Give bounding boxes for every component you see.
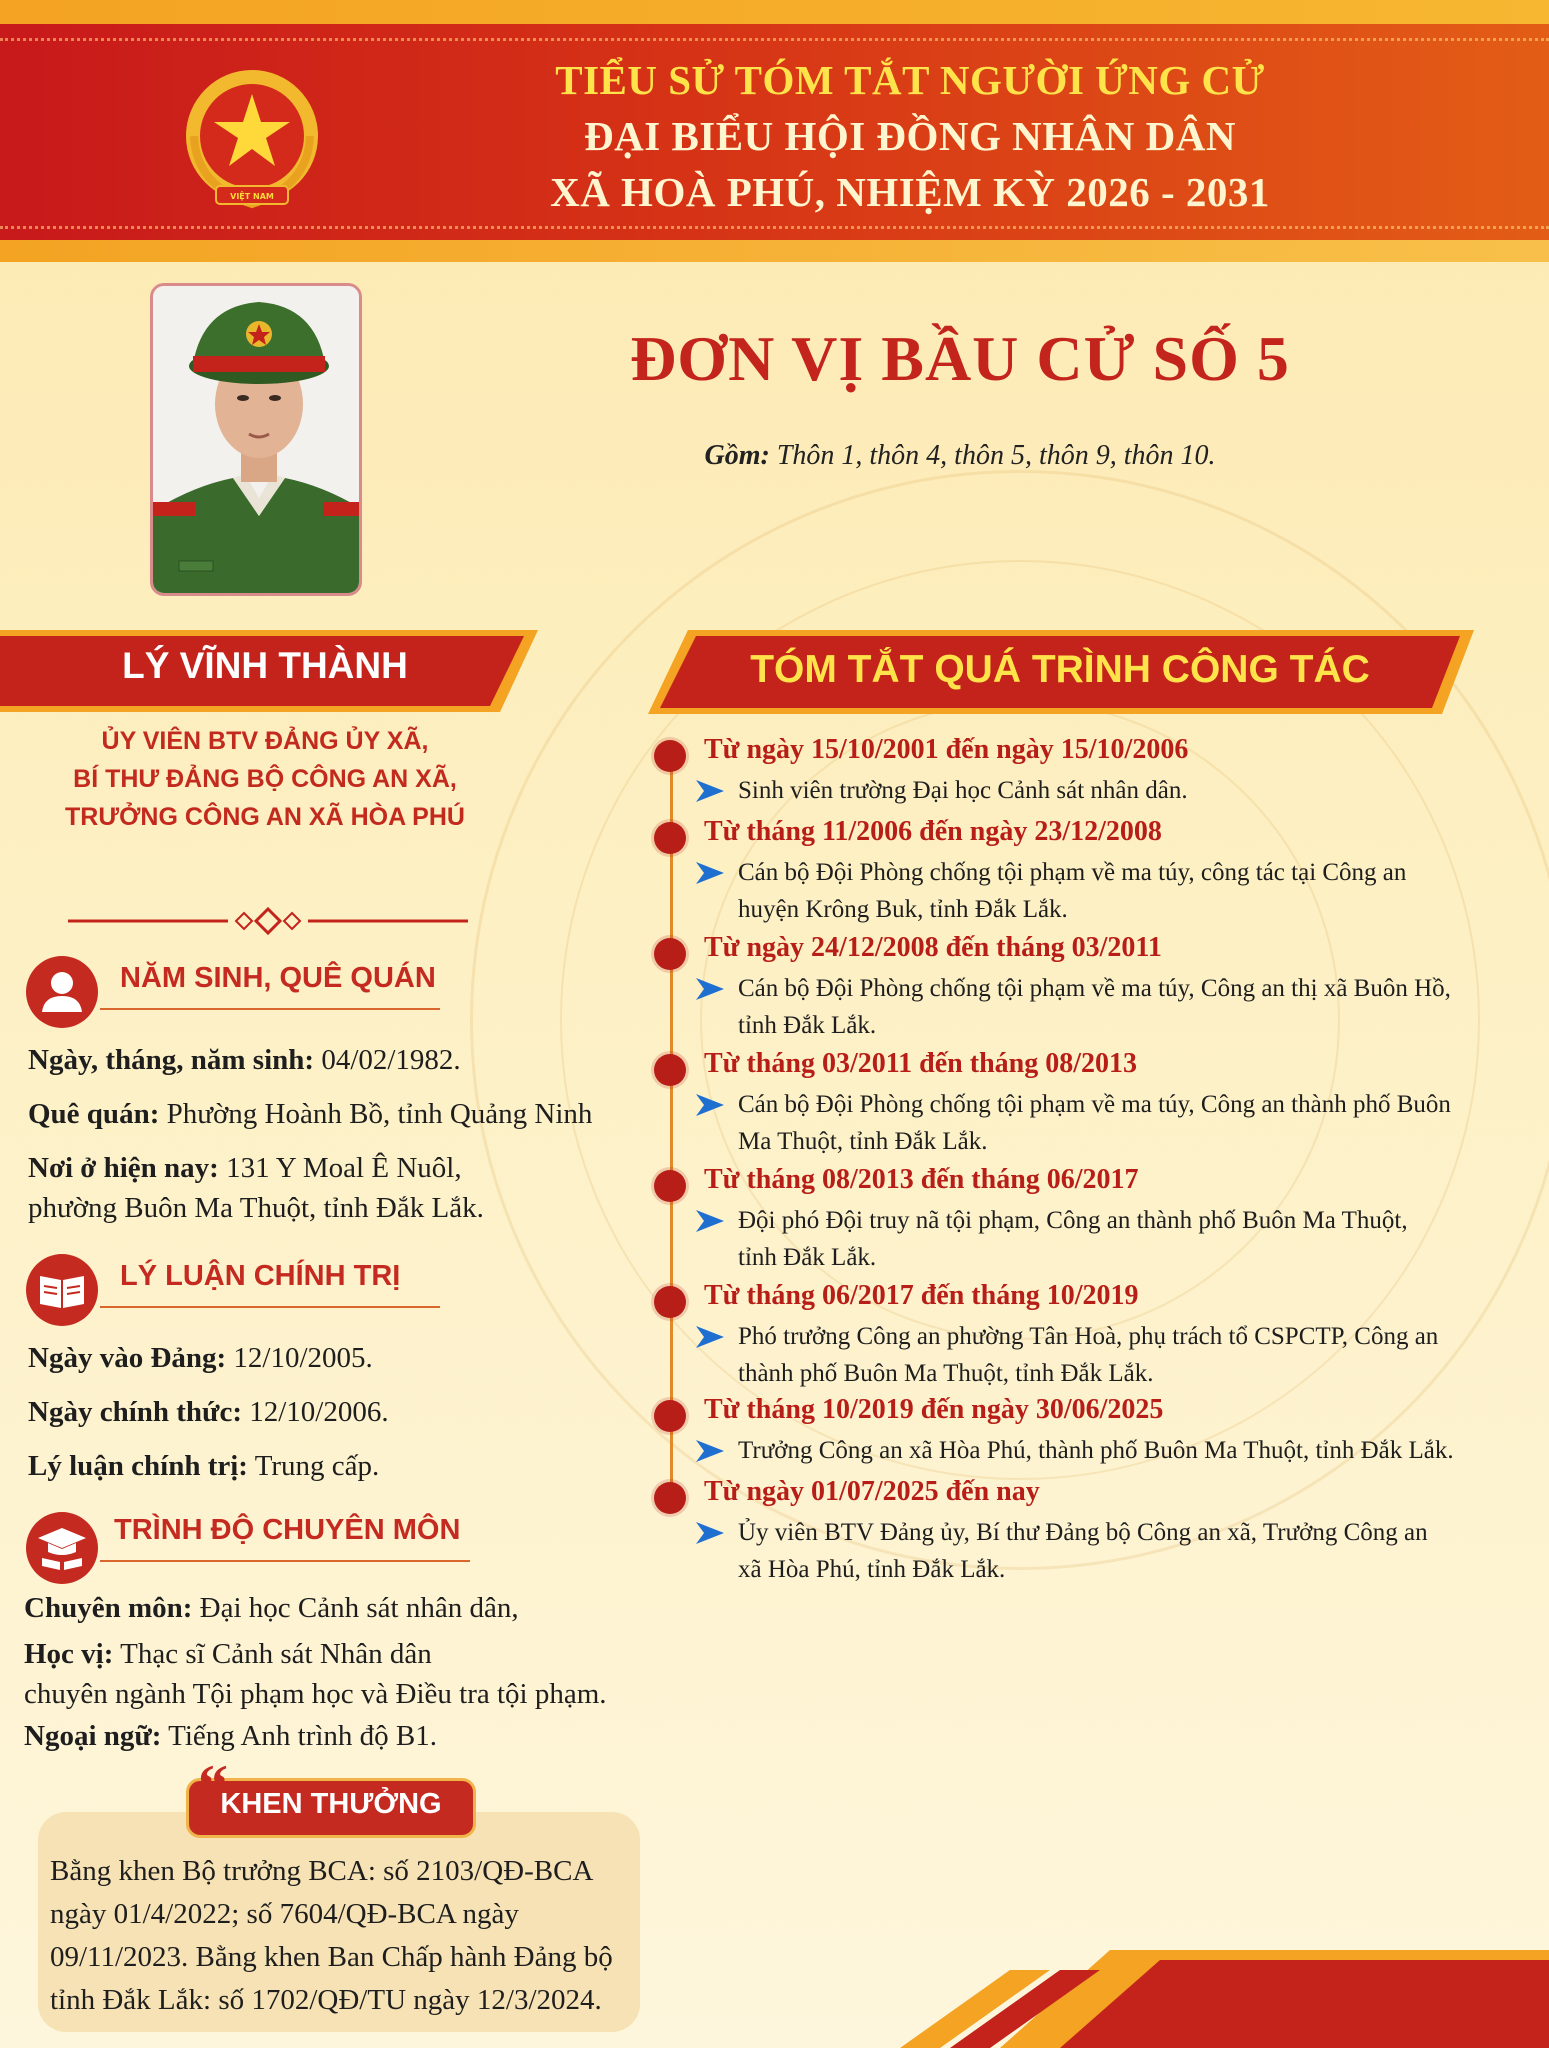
electoral-unit-subtitle bbox=[560, 440, 1360, 472]
timeline-item bbox=[654, 1394, 1534, 1476]
timeline-date: Từ ngày 24/12/2008 đến tháng 03/2011 bbox=[704, 932, 1162, 963]
arrow-right-icon bbox=[696, 1094, 724, 1116]
party-official-value: 12/10/2006. bbox=[241, 1396, 389, 1428]
timeline-dot bbox=[654, 938, 686, 970]
candidate-title-line: TRƯỞNG CÔNG AN XÃ HÒA PHÚ bbox=[65, 803, 465, 831]
section-title-politics: LÝ LUẬN CHÍNH TRỊ bbox=[120, 1260, 401, 1292]
residence-value-line-2: phường Buôn Ma Thuột, tỉnh Đắk Lắk. bbox=[28, 1192, 484, 1224]
header-title-line-3: XÃ HOÀ PHÚ, NHIỆM KỲ 2026 - 2031 bbox=[550, 169, 1270, 215]
awards-line: 09/11/2023. Bằng khen Ban Chấp hành Đảng bộ bbox=[50, 1941, 613, 1973]
graduation-cap-icon bbox=[26, 1512, 98, 1584]
timeline-description-line: Trưởng Công an xã Hòa Phú, thành phố Buôn Ma Thuột, tỉnh Đắk Lắk. bbox=[738, 1437, 1454, 1464]
timeline-description bbox=[738, 1086, 1538, 1160]
section-title-expertise: TRÌNH ĐỘ CHUYÊN MÔN bbox=[114, 1514, 461, 1546]
language-label: Ngoại ngữ: bbox=[24, 1720, 162, 1752]
candidate-name: LÝ VĨNH THÀNH bbox=[122, 645, 408, 686]
quote-mark-icon: “ bbox=[198, 1753, 228, 1819]
degree-value-line-2: chuyên ngành Tội phạm học và Điều tra tội phạm. bbox=[24, 1678, 607, 1710]
timeline-date: Từ tháng 10/2019 đến ngày 30/06/2025 bbox=[704, 1394, 1164, 1425]
candidate-photo bbox=[150, 283, 362, 596]
electoral-unit-label: Gồm: bbox=[704, 440, 770, 471]
timeline-dot bbox=[654, 1482, 686, 1514]
timeline-item bbox=[654, 1164, 1534, 1280]
arrow-right-icon bbox=[696, 780, 724, 802]
work-history-heading: TÓM TẮT QUÁ TRÌNH CÔNG TÁC bbox=[750, 648, 1370, 691]
timeline-description-line: huyện Krông Buk, tỉnh Đắk Lắk. bbox=[738, 896, 1068, 923]
timeline-dot bbox=[654, 1286, 686, 1318]
major-value: Đại học Cảnh sát nhân dân, bbox=[192, 1592, 519, 1624]
arrow-right-icon bbox=[696, 1210, 724, 1232]
timeline-description-line: thành phố Buôn Ma Thuột, tỉnh Đắk Lắk. bbox=[738, 1360, 1154, 1387]
party-join-value: 12/10/2005. bbox=[226, 1342, 373, 1374]
timeline-description-line: Ma Thuột, tỉnh Đắk Lắk. bbox=[738, 1128, 988, 1155]
timeline-description bbox=[738, 854, 1538, 928]
timeline-description-line: xã Hòa Phú, tỉnh Đắk Lắk. bbox=[738, 1556, 1006, 1583]
timeline-description-line: tỉnh Đắk Lắk. bbox=[738, 1012, 877, 1039]
party-join-label: Ngày vào Đảng: bbox=[28, 1342, 227, 1374]
section-title-birth: NĂM SINH, QUÊ QUÁN bbox=[120, 962, 436, 994]
arrow-right-icon bbox=[696, 1440, 724, 1462]
awards-line: ngày 01/4/2022; số 7604/QĐ-BCA ngày bbox=[50, 1898, 519, 1930]
national-emblem-icon bbox=[176, 66, 328, 214]
birth-info bbox=[28, 1040, 678, 1228]
hometown-value: Phường Hoành Bồ, tỉnh Quảng Ninh bbox=[159, 1098, 593, 1130]
person-icon bbox=[26, 956, 98, 1028]
arrow-right-icon bbox=[696, 862, 724, 884]
timeline-description-line: tỉnh Đắk Lắk. bbox=[738, 1244, 877, 1271]
timeline-dot bbox=[654, 1170, 686, 1202]
timeline-item bbox=[654, 1280, 1534, 1394]
arrow-right-icon bbox=[696, 978, 724, 1000]
electoral-unit-title: ĐƠN VỊ BẦU CỬ SỐ 5 bbox=[630, 323, 1290, 394]
candidate-title-line: BÍ THƯ ĐẢNG BỘ CÔNG AN XÃ, bbox=[73, 765, 457, 793]
header-title-line-1: TIỂU SỬ TÓM TẮT NGƯỜI ỨNG CỬ bbox=[555, 57, 1265, 103]
timeline-dot bbox=[654, 822, 686, 854]
section-rule bbox=[100, 1306, 440, 1308]
timeline-date: Từ tháng 08/2013 đến tháng 06/2017 bbox=[704, 1164, 1139, 1195]
timeline-description bbox=[738, 1432, 1538, 1469]
awards-text bbox=[50, 1850, 630, 2022]
awards-line: tỉnh Đắk Lắk: số 1702/QĐ/TU ngày 12/3/2024. bbox=[50, 1984, 602, 2016]
major-label: Chuyên môn: bbox=[24, 1592, 193, 1624]
political-theory-label: Lý luận chính trị: bbox=[28, 1450, 248, 1482]
timeline-description-line: Đội phó Đội truy nã tội phạm, Công an thành phố Buôn Ma Thuột, bbox=[738, 1207, 1408, 1234]
header-title-line-2: ĐẠI BIỂU HỘI ĐỒNG NHÂN DÂN bbox=[584, 113, 1236, 159]
timeline-description-line: Sinh viên trường Đại học Cảnh sát nhân dân. bbox=[738, 777, 1188, 804]
arrow-right-icon bbox=[696, 1522, 724, 1544]
timeline-description bbox=[738, 970, 1538, 1044]
awards-line: Bằng khen Bộ trưởng BCA: số 2103/QĐ-BCA bbox=[50, 1855, 594, 1887]
timeline-date: Từ tháng 03/2011 đến tháng 08/2013 bbox=[704, 1048, 1138, 1079]
party-official-label: Ngày chính thức: bbox=[28, 1396, 242, 1428]
timeline-item bbox=[654, 932, 1534, 1048]
timeline-description bbox=[738, 1514, 1538, 1588]
timeline-item bbox=[654, 1476, 1534, 1592]
timeline-description-line: Ủy viên BTV Đảng ủy, Bí thư Đảng bộ Công an xã, Trưởng Công an bbox=[738, 1519, 1428, 1546]
dob-label: Ngày, tháng, năm sinh: bbox=[28, 1044, 315, 1076]
timeline-description bbox=[738, 1202, 1538, 1276]
dob-value: 04/02/1982. bbox=[314, 1044, 461, 1076]
political-theory-value: Trung cấp. bbox=[247, 1450, 380, 1482]
timeline-description bbox=[738, 1318, 1538, 1392]
header-dotted-line bbox=[0, 38, 1549, 42]
timeline-date: Từ tháng 06/2017 đến tháng 10/2019 bbox=[704, 1280, 1139, 1311]
bottom-decoration bbox=[860, 1930, 1549, 2048]
electoral-unit-villages: Thôn 1, thôn 4, thôn 5, thôn 9, thôn 10. bbox=[769, 440, 1216, 471]
timeline-description-line: Cán bộ Đội Phòng chống tội phạm về ma túy, công tác tại Công an bbox=[738, 859, 1407, 886]
timeline-dot bbox=[654, 740, 686, 772]
timeline-item bbox=[654, 734, 1534, 816]
timeline-description bbox=[738, 772, 1538, 809]
politics-info bbox=[28, 1338, 648, 1486]
timeline-item bbox=[654, 1048, 1534, 1164]
degree-value: Thạc sĩ Cảnh sát Nhân dân bbox=[113, 1638, 432, 1670]
awards-heading: KHEN THƯỞNG bbox=[220, 1788, 442, 1820]
residence-value: 131 Y Moal Ê Nuôl, bbox=[218, 1152, 462, 1184]
section-rule bbox=[100, 1008, 440, 1010]
expertise-info bbox=[24, 1588, 684, 1756]
hometown-label: Quê quán: bbox=[28, 1098, 160, 1130]
timeline-description-line: Cán bộ Đội Phòng chống tội phạm về ma túy, Công an thị xã Buôn Hồ, bbox=[738, 975, 1451, 1002]
ornament-divider bbox=[68, 906, 468, 936]
header-dotted-line bbox=[0, 226, 1549, 230]
emblem-text: VIỆT NAM bbox=[230, 192, 274, 201]
timeline-description-line: Cán bộ Đội Phòng chống tội phạm về ma túy, Công an thành phố Buôn bbox=[738, 1091, 1451, 1118]
timeline bbox=[654, 734, 1534, 1592]
arrow-right-icon bbox=[696, 1326, 724, 1348]
book-icon bbox=[26, 1254, 98, 1326]
header-bottom-stripe bbox=[0, 240, 1549, 262]
candidate-titles bbox=[30, 722, 500, 836]
timeline-date: Từ ngày 15/10/2001 đến ngày 15/10/2006 bbox=[704, 734, 1189, 765]
timeline-dot bbox=[654, 1054, 686, 1086]
timeline-dot bbox=[654, 1400, 686, 1432]
candidate-title-line: ỦY VIÊN BTV ĐẢNG ỦY XÃ, bbox=[101, 727, 429, 755]
timeline-description-line: Phó trưởng Công an phường Tân Hoà, phụ trách tổ CSPCTP, Công an bbox=[738, 1323, 1439, 1350]
degree-label: Học vị: bbox=[24, 1638, 114, 1670]
residence-label: Nơi ở hiện nay: bbox=[28, 1152, 219, 1184]
timeline-date: Từ tháng 11/2006 đến ngày 23/12/2008 bbox=[704, 816, 1162, 847]
header-top-stripe bbox=[0, 0, 1549, 24]
timeline-item bbox=[654, 816, 1534, 932]
language-value: Tiếng Anh trình độ B1. bbox=[161, 1720, 438, 1752]
timeline-date: Từ ngày 01/07/2025 đến nay bbox=[704, 1476, 1040, 1507]
section-rule bbox=[100, 1560, 470, 1562]
